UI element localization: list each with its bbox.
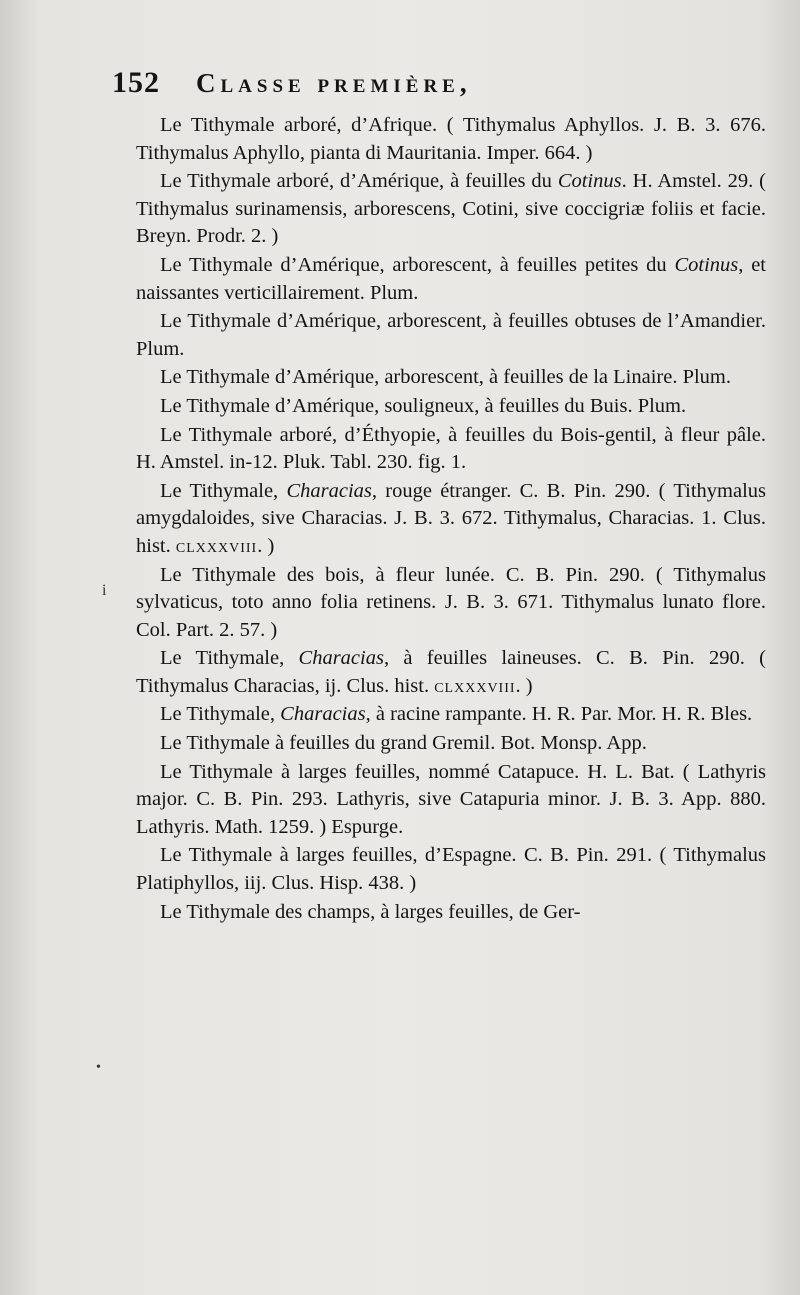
italic-text: Characias — [298, 647, 384, 670]
entry-text: , à racine rampante. H. R. Par. Mor. H. R. Bles. — [365, 703, 753, 726]
italic-text: Characias — [286, 479, 372, 502]
italic-text: Characias — [280, 703, 366, 726]
entry-text: Le Tithymale arboré, d’Amérique, à feuilles du — [160, 170, 558, 193]
body-text — [136, 112, 766, 927]
entry-paragraph — [136, 422, 766, 477]
entry-paragraph — [136, 168, 766, 251]
entry-text: Le Tithymale à feuilles du grand Gremil. Bot. Monsp. App. — [160, 732, 647, 755]
entry-text: Le Tithymale des champs, à larges feuilles, de Ger- — [160, 900, 581, 923]
entry-paragraph — [136, 364, 766, 392]
entry-paragraph — [136, 899, 766, 927]
entry-paragraph — [136, 645, 766, 700]
entry-paragraph — [136, 562, 766, 645]
italic-text: Cotinus — [557, 170, 622, 193]
entry-text: Le Tithymale à larges feuilles, d’Espagne. C. B. Pin. 291. ( Tithymalus Platiphyllos, iij. Clus. Hisp. 438. ) — [136, 844, 766, 895]
entry-text: , et naissantes verticillairement. Plum. — [136, 253, 766, 304]
entry-text: Le Tithymale arboré, d’Afrique. ( Tithymalus Aphyllos. J. B. 3. 676. Tithymalus Aphyllo, pianta di Mauritania. Imper. 664. ) — [136, 114, 766, 164]
small-caps-text: clxxxviii — [175, 534, 258, 557]
italic-text: Cotinus — [674, 253, 739, 276]
entry-text: , rouge étranger. C. B. Pin. 290. ( Tithymalus amygdaloides, sive Characias. J. B. 3. 672. Tithymalus, Characias. 1. Clus. hist. — [136, 479, 766, 557]
entry-paragraph — [136, 308, 766, 363]
entry-paragraph — [136, 730, 766, 758]
margin-mark: • — [96, 1060, 101, 1075]
entry-text: Le Tithymale, — [160, 647, 299, 670]
entry-text: Le Tithymale, — [160, 479, 287, 502]
small-caps-text: clxxxviii — [434, 674, 516, 697]
entry-paragraph — [136, 112, 766, 167]
entry-text: , à feuilles laineuses. C. B. Pin. 290. ( Tithymalus Characias, ij. Clus. hist. — [136, 647, 766, 697]
entry-text: Le Tithymale d’Amérique, arborescent, à feuilles de la Linaire. Plum. — [160, 366, 731, 389]
entry-text: Le Tithymale d’Amérique, souligneux, à feuilles du Buis. Plum. — [160, 394, 687, 417]
entry-text: . ) — [257, 534, 275, 557]
entry-paragraph — [136, 252, 766, 307]
entry-text: Le Tithymale, — [160, 703, 281, 726]
entry-text: Le Tithymale arboré, d’Éthyopie, à feuilles du Bois-gentil, à fleur pâle. H. Amstel. in-12. Pluk. Tabl. 230. fig. 1. — [136, 423, 766, 474]
page-number: 152 — [112, 66, 160, 99]
entry-paragraph — [136, 478, 766, 561]
running-head: Classe première, — [196, 68, 472, 98]
entry-text: Le Tithymale d’Amérique, arborescent, à feuilles obtuses de l’Amandier. Plum. — [136, 310, 766, 360]
page-header — [112, 66, 672, 108]
entry-text: Le Tithymale d’Amérique, arborescent, à feuilles petites du — [160, 253, 675, 276]
entry-text: Le Tithymale des bois, à fleur lunée. C. B. Pin. 290. ( Tithymalus sylvaticus, toto anno folia retinens. J. B. 3. 671. Tithymalus lunato flore. Col. Part. 2. 57. ) — [136, 563, 766, 641]
entry-paragraph — [136, 842, 766, 897]
entry-text: . ) — [515, 674, 533, 697]
entry-text: Le Tithymale à larges feuilles, nommé Catapuce. H. L. Bat. ( Lathyris major. C. B. Pin. 293. Lathyris, sive Catapuria minor. J. B. 3. App. 880. Lathyris. Math. 1259. ) Espurge. — [136, 760, 766, 838]
entry-paragraph — [136, 701, 766, 729]
margin-mark: i — [102, 582, 107, 599]
entry-paragraph — [136, 759, 766, 842]
entry-paragraph — [136, 393, 766, 421]
entry-text: . H. Amstel. 29. ( Tithymalus surinamensis, arborescens, Cotini, sive coccigriæ foliis et facie. Breyn. Prodr. 2. ) — [136, 170, 767, 248]
